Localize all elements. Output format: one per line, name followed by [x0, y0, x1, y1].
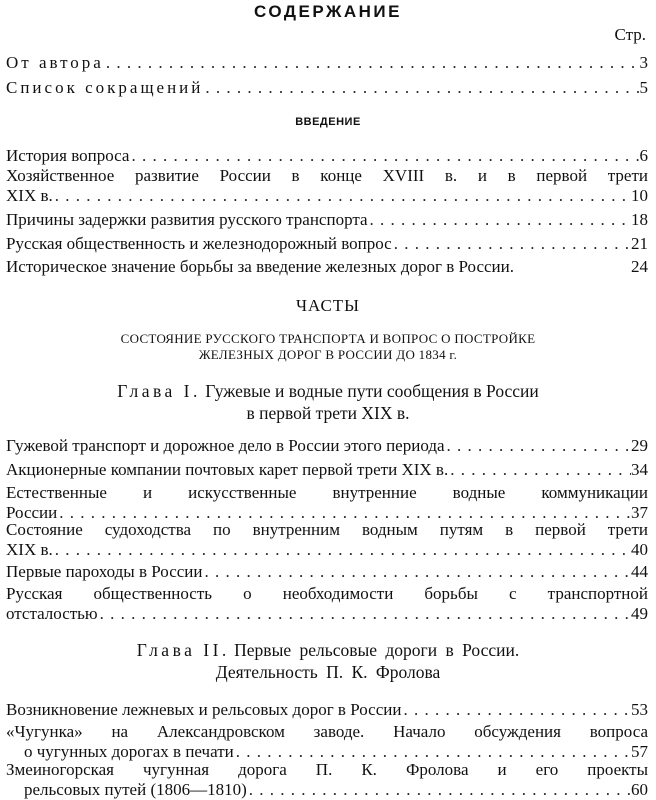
chapter-title-line1: Гужевые и водные пути сообщения в России [205, 381, 539, 401]
entry-title-line1: Русская общественность о необходимости борьбы с транспортной [6, 584, 648, 603]
toc-entry[interactable] [6, 166, 648, 206]
entry-title: Причины задержки развития русского транспорта [6, 210, 368, 229]
entry-title-line2: о чугунных дорогах в печати [24, 742, 234, 761]
leader-dots [203, 562, 632, 582]
section-heading-intro: ВВЕДЕНИЕ [295, 116, 361, 128]
toc-entry[interactable] [6, 53, 648, 73]
entry-page: 10 [631, 186, 648, 205]
entry-title-line2: XIX в. [6, 540, 53, 559]
entry-title: Русская общественность и железнодорожный вопрос [6, 234, 392, 253]
chapter-label: Глава II. [136, 640, 230, 660]
toc-entry[interactable] [6, 584, 648, 624]
toc-entry[interactable] [6, 78, 648, 98]
toc-entry[interactable] [6, 257, 648, 277]
leader-dots [98, 604, 631, 624]
chapter-1-title [0, 381, 656, 402]
chapter-2-title-line2: Деятельность П. К. Фролова [215, 662, 441, 682]
entry-title: От автора [6, 53, 104, 72]
entry-title: Возникновение лежневых и рельсовых дорог в России [6, 700, 402, 719]
toc-entry[interactable] [6, 562, 648, 582]
toc-entry[interactable] [6, 436, 648, 456]
leader-dots [129, 146, 639, 166]
leader-dots [53, 540, 631, 560]
entry-title-line2: XIX в. [6, 186, 53, 205]
entry-page: 44 [631, 562, 648, 581]
toc-entry[interactable] [6, 760, 648, 800]
entry-page: 3 [639, 53, 648, 72]
entry-title-line1: Состояние судоходства по внутренним водным путям в первой трети [6, 520, 648, 539]
chapter-1-title-line2: в первой трети XIX в. [246, 403, 410, 423]
entry-title-line1: Естественные и искусственные внутренние водные коммуникации [6, 483, 648, 502]
part-subtitle-1: СОСТОЯНИЕ РУССКОГО ТРАНСПОРТА И ВОПРОС О ПОСТРОЙКЕ [120, 331, 536, 346]
entry-title-line2: рельсовых путей (1806—1810) [24, 780, 247, 799]
entry-page: 57 [631, 742, 648, 761]
entry-title-line2: России [6, 503, 58, 522]
entry-title: Историческое значение борьбы за введение железных дорог в России. [6, 257, 514, 276]
leader-dots [104, 53, 640, 73]
entry-title: Список сокращений [6, 78, 204, 97]
entry-page: 49 [631, 604, 648, 623]
entry-title-line1: Хозяйственное развитие России в конце XVIII в. и в первой трети [6, 166, 648, 185]
leader-dots [392, 234, 631, 254]
toc-entry[interactable] [6, 234, 648, 254]
entry-page: 60 [631, 780, 648, 799]
toc-entry[interactable] [6, 146, 648, 166]
leader-dots [234, 742, 631, 762]
leader-dots [401, 700, 631, 720]
leader-dots [53, 186, 631, 206]
entry-page: 24 [631, 257, 648, 276]
toc-entry[interactable] [6, 700, 648, 720]
entry-title: История вопроса [6, 146, 130, 165]
entry-title-line2: отсталостью [6, 604, 98, 623]
entry-page: 6 [639, 146, 648, 165]
toc-entry[interactable] [6, 483, 648, 523]
entry-page: 40 [631, 540, 648, 559]
entry-page: 34 [631, 460, 648, 479]
page-column-label: Стр. [614, 25, 646, 44]
entry-title: Первые пароходы в России [6, 562, 203, 581]
entry-page: 5 [639, 78, 648, 97]
leader-dots [368, 210, 631, 230]
toc-entry[interactable] [6, 520, 648, 560]
entry-page: 29 [631, 436, 648, 455]
part-subtitle-2: ЖЕЛЕЗНЫХ ДОРОГ В РОССИИ ДО 1834 г. [198, 347, 458, 362]
toc-entry[interactable] [6, 722, 648, 762]
toc-entry[interactable] [6, 210, 648, 230]
leader-dots [203, 78, 639, 98]
part-heading: ЧАСТЫ [295, 296, 361, 315]
chapter-title-line1: Первые рельсовые дороги в России. [234, 640, 520, 660]
toc-heading: СОДЕРЖАНИЕ [254, 2, 402, 21]
entry-page: 37 [631, 503, 648, 522]
entry-page: 18 [631, 210, 648, 229]
leader-dots [445, 436, 631, 456]
toc-entry[interactable] [6, 460, 648, 480]
entry-title-line1: Змеиногорская чугунная дорога П. К. Фролова и его проекты [6, 760, 648, 779]
chapter-2-title [0, 640, 656, 661]
entry-title-line1: «Чугунка» на Александровском заводе. Начало обсуждения вопроса [6, 722, 648, 741]
entry-title: Акционерные компании почтовых карет первой трети XIX в. [6, 460, 449, 479]
chapter-label: Глава I. [117, 381, 201, 401]
entry-page: 21 [631, 234, 648, 253]
entry-title: Гужевой транспорт и дорожное дело в России этого периода [6, 436, 445, 455]
entry-page: 53 [631, 700, 648, 719]
leader-dots [448, 460, 631, 480]
leader-dots [247, 780, 631, 800]
